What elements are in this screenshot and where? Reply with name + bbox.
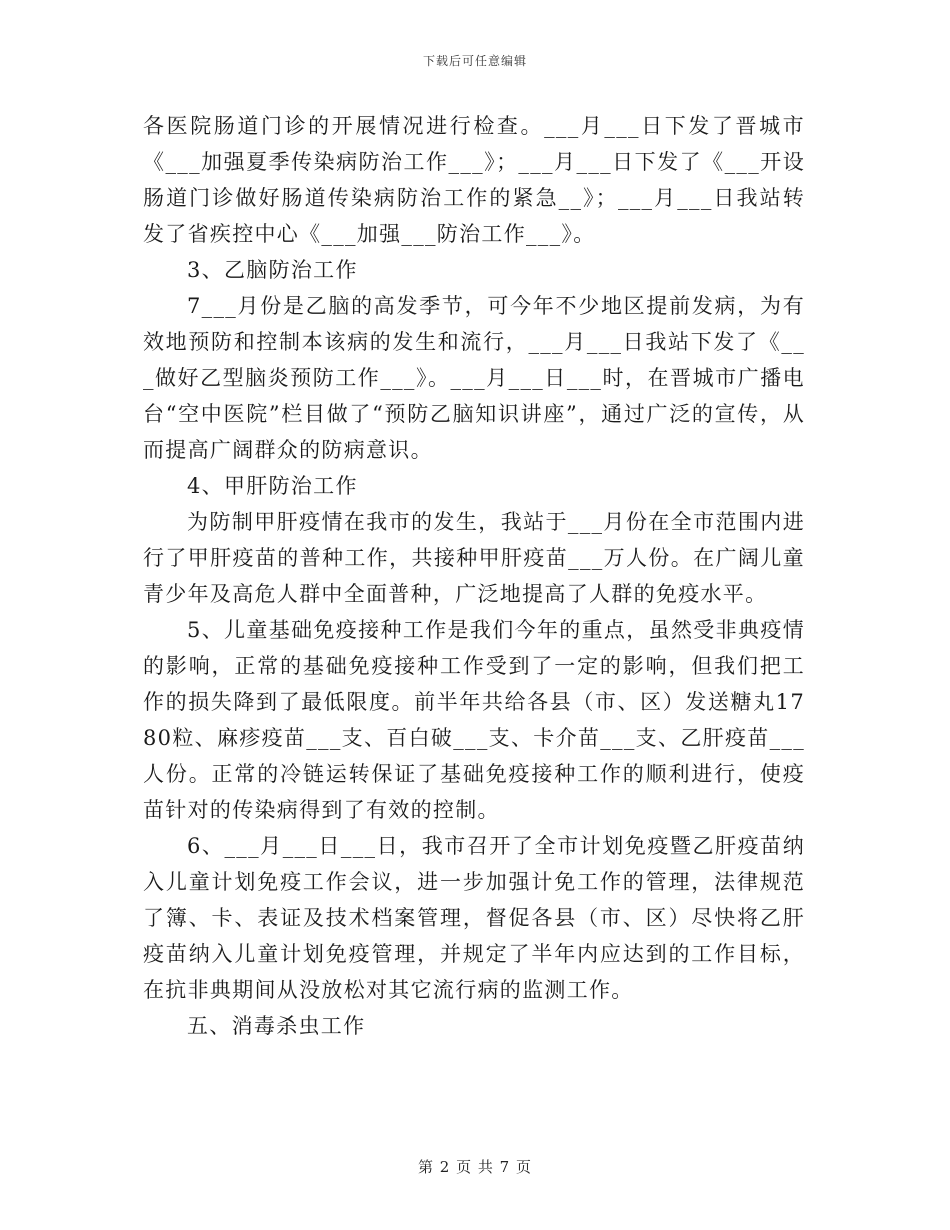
paragraph: 为防制甲肝疫情在我市的发生，我站于___月份在全市范围内进行了甲肝疫苗的普种工作，共接种甲肝疫苗___万人份。在广阔儿童青少年及高危人群中全面普种，广泛地提高了人群的免疫水平。	[143, 510, 805, 606]
page-number: 第 2 页 共 7 页	[418, 1158, 532, 1176]
paragraph: 6、___月___日___日，我市召开了全市计划免疫暨乙肝疫苗纳入儿童计划免疫工作会议，进一步加强计免工作的管理，法律规范了簿、卡、表证及技术档案管理，督促各县（市、区）尽快将乙肝疫苗纳入儿童计划免疫管理，并规定了半年内应达到的工作目标，在抗非典期间从没放松对其它流行病的监测工作。	[143, 834, 805, 1002]
page-header: 下载后可任意编辑	[422, 54, 527, 68]
paragraph: 7___月份是乙脑的高发季节，可今年不少地区提前发病，为有效地预防和控制本该病的发生和流行，___月___日我站下发了《___做好乙型脑炎预防工作___》。___月___日___时，在晋城市广播电台“空中医院”栏目做了“预防乙脑知识讲座”，通过广泛的宣传，从而提高广阔群众的防病意识。	[143, 294, 805, 462]
section-heading: 五、消毒杀虫工作	[187, 1014, 366, 1038]
paragraph: 5、儿童基础免疫接种工作是我们今年的重点，虽然受非典疫情的影响，正常的基础免疫接种工作受到了一定的影响，但我们把工作的损失降到了最低限度。前半年共给各县（市、区）发送糖丸1780粒、麻疹疫苗___支、百白破___支、卡介苗___支、乙肝疫苗___人份。正常的冷链运转保证了基础免疫接种工作的顺利进行，使疫苗针对的传染病得到了有效的控制。	[143, 618, 805, 822]
paragraph: 各医院肠道门诊的开展情况进行检查。___月___日下发了晋城市《___加强夏季传染病防治工作___》；___月___日下发了《___开设肠道门诊做好肠道传染病防治工作的紧急__》；___月___日我站转发了省疾控中心《___加强___防治工作___》。	[143, 114, 805, 246]
section-heading: 4、甲肝防治工作	[187, 474, 358, 498]
section-heading: 3、乙脑防治工作	[187, 258, 358, 282]
document-body	[143, 108, 805, 1044]
